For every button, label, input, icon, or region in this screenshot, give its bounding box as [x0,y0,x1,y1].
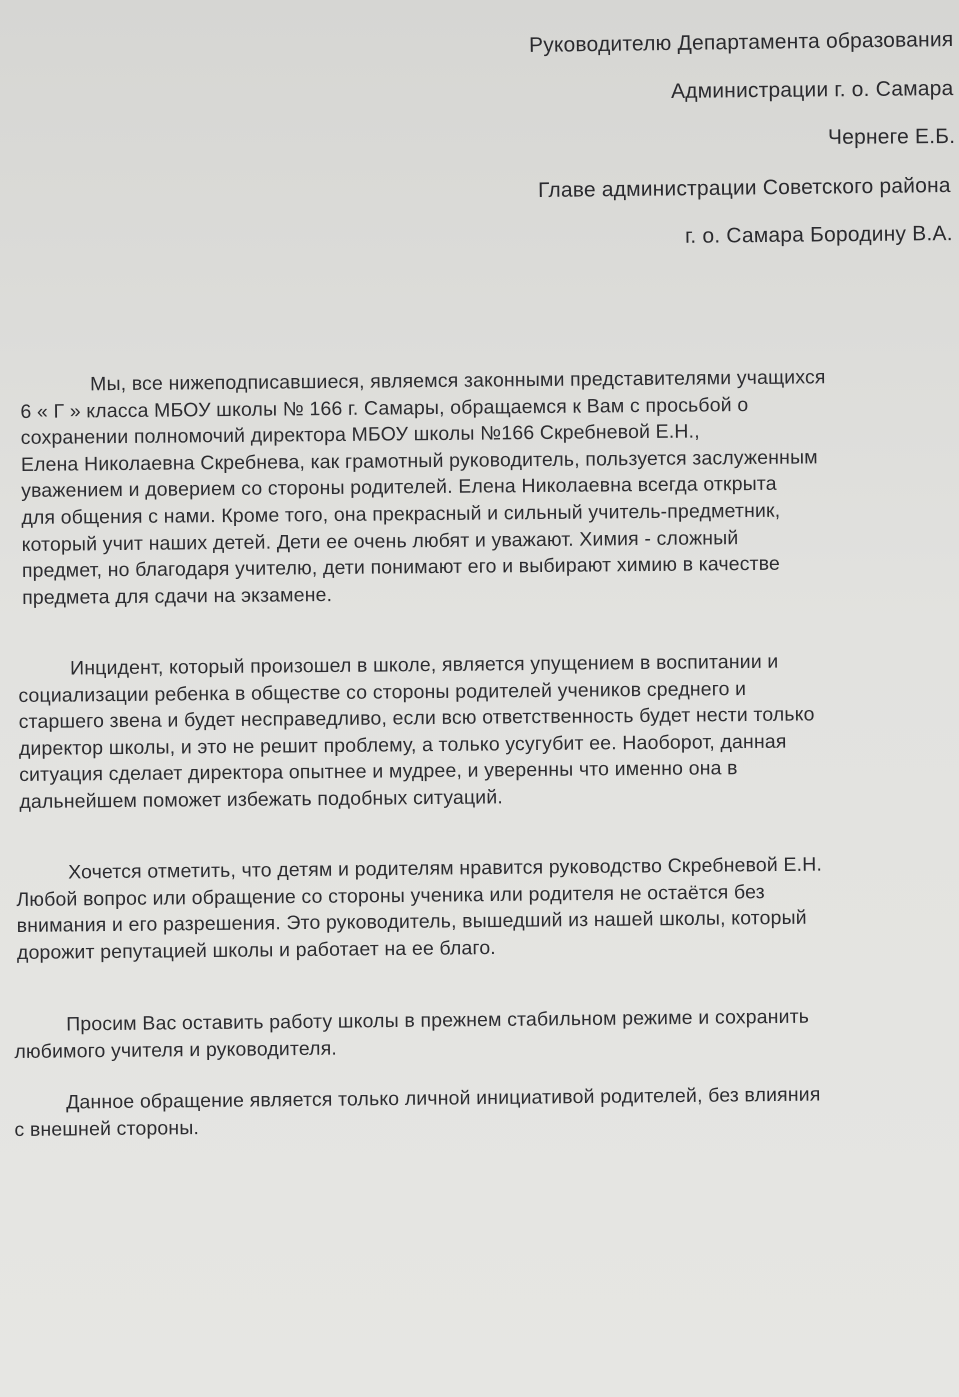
paragraph-plea [14,1002,945,1065]
addressee-line-1: Руководителю Департамента образования [528,28,954,57]
paragraph-initiative [14,1080,945,1143]
text-line: Просим Вас оставить работу школы в прежнем стабильном режиме и сохранить [66,1005,810,1036]
text-line: Мы, все нижеподписавшиеся, являемся законными представителями учащихся [90,366,826,396]
addressee-line-2: Администрации г. о. Самара [670,77,954,103]
text-line: Хочется отметить, что детям и родителям нравится руководство Скребневой Е.Н. [68,853,823,884]
text-line: дорожит репутацией школы и работает на ее благо. [16,936,496,964]
text-line: Елена Николаевна Скребнева, как грамотный руководитель, пользуется заслуженным [20,446,818,476]
text-line: сохранении полномочий директора МБОУ школы №166 Скребневой Е.Н., [20,420,700,450]
addressee-line-3: Чернеге Е.Б. [827,125,956,149]
text-line: уважением и доверием со стороны родителей. Елена Николаевна всегда открыта [21,473,777,503]
addressee-line-4: Главе администрации Советского района [538,174,952,203]
paragraph-incident [18,647,949,815]
text-line: социализации ребенка в обществе со стороны родителей учеников среднего и [18,677,747,707]
text-line: Инцидент, который произошел в школе, является упущением в воспитании и [70,650,779,680]
paragraph-praise [16,850,947,966]
text-line: с внешней стороны. [14,1116,200,1141]
text-line: Любой вопрос или обращение со стороны ученика или родителя не остаётся без [16,880,765,911]
addressee-line-5: г. о. Самара Бородину В.А. [685,222,954,248]
paragraph-request [20,363,952,611]
text-line: который учит наших детей. Дети ее очень любят и уважают. Химия - сложный [21,526,739,556]
text-line: внимания и его разрешения. Это руководитель, вышедший из нашей школы, который [16,906,807,938]
text-line: дальнейшем поможет избежать подобных ситуаций. [19,786,504,813]
text-line: директор школы, и это не решит проблему, а только усугубит ее. Наоборот, данная [18,730,787,760]
text-line: предмета для сдачи на экзамене. [22,583,333,609]
text-line: 6 « Г » класса МБОУ школы № 166 г. Самары, обращаемся к Вам с просьбой о [20,393,749,423]
text-line: для общения с нами. Кроме того, она прекрасный и сильный учитель-предметник, [21,499,781,529]
text-line: ситуация сделает директора опытнее и мудрее, и уверенны что именно она в [19,757,738,787]
text-line: любимого учителя и руководителя. [14,1037,338,1063]
text-line: предмет, но благодаря учителю, дети понимают его и выбирают химию в качестве [21,552,781,583]
text-line: Данное обращение является только личной инициативой родителей, без влияния [66,1083,821,1114]
text-line: старшего звена и будет несправедливо, если всю ответственность будет нести только [18,703,815,734]
